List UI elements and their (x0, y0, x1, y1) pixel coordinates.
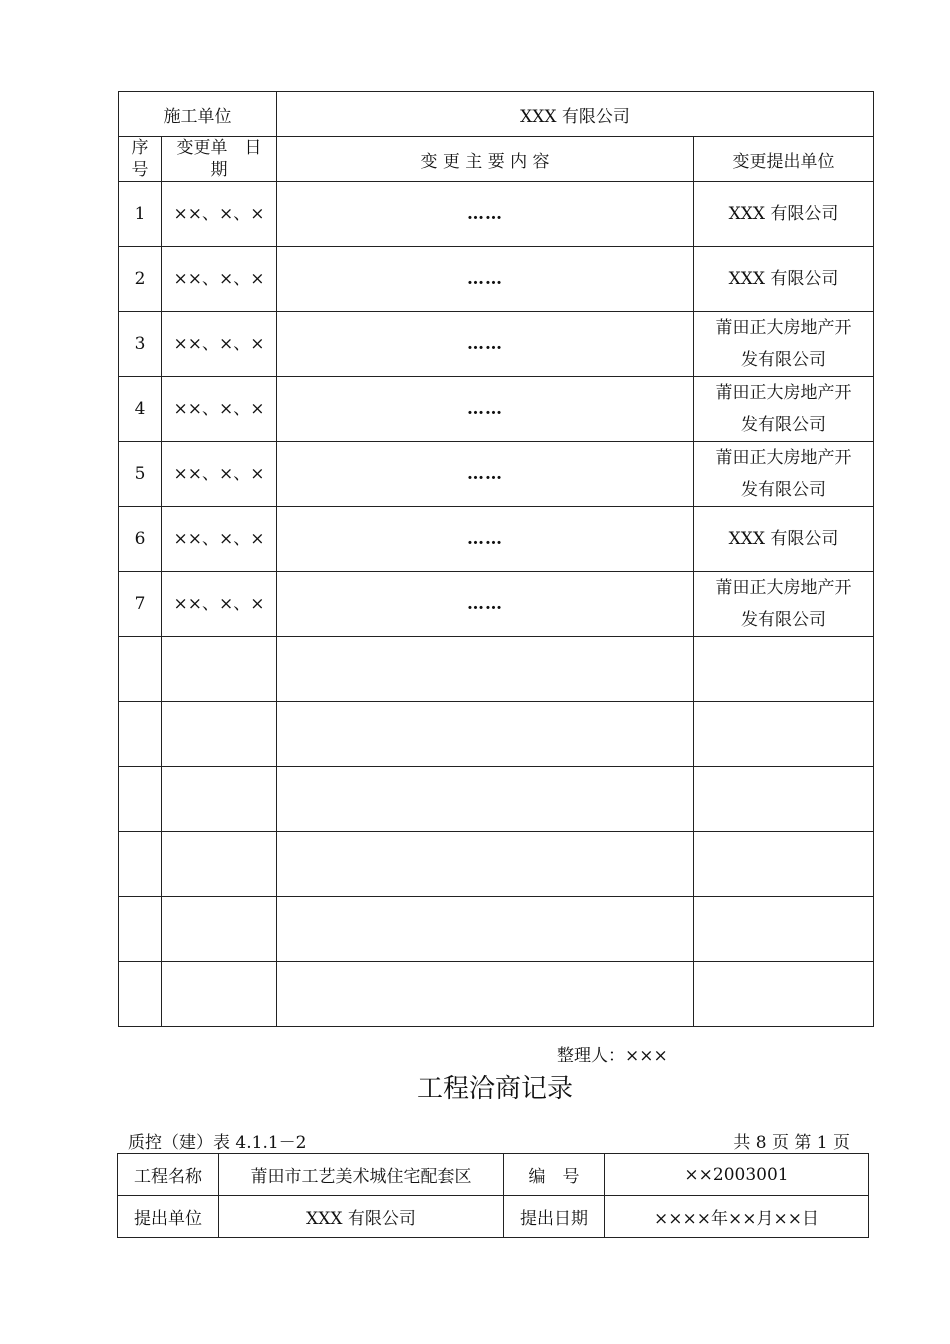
table-row (119, 507, 874, 572)
header-proposer: 变更提出单位 (694, 137, 874, 182)
table-row (119, 637, 874, 702)
table-row (119, 312, 874, 377)
row-date: ××、×、× (162, 377, 277, 442)
row-no (119, 897, 162, 962)
table-row (119, 182, 874, 247)
row-proposer: 莆田正大房地产开 发有限公司 (694, 312, 874, 377)
table-row (119, 247, 874, 312)
row-no: 7 (119, 572, 162, 637)
row-content: …… (277, 247, 694, 312)
project-name-value: 莆田市工艺美术城住宅配套区 (219, 1154, 504, 1196)
date-value: ××××年××月××日 (605, 1196, 869, 1238)
info-row-proposer (118, 1196, 869, 1238)
table-row (119, 377, 874, 442)
row-no: 1 (119, 182, 162, 247)
row-proposer: 莆田正大房地产开 发有限公司 (694, 572, 874, 637)
row-proposer: XXX 有限公司 (694, 247, 874, 312)
row-date (162, 897, 277, 962)
proposer-label: 提出单位 (118, 1196, 219, 1238)
date-label: 提出日期 (504, 1196, 605, 1238)
row-content (277, 637, 694, 702)
row-no: 2 (119, 247, 162, 312)
table-row (119, 962, 874, 1027)
row-proposer (694, 767, 874, 832)
negotiation-info-table (117, 1153, 869, 1238)
row-no: 4 (119, 377, 162, 442)
row-date (162, 637, 277, 702)
row-content (277, 702, 694, 767)
row-proposer: XXX 有限公司 (694, 507, 874, 572)
proposer-value: XXX 有限公司 (219, 1196, 504, 1238)
row-no (119, 962, 162, 1027)
row-date: ××、×、× (162, 507, 277, 572)
row-content: …… (277, 507, 694, 572)
row-content (277, 897, 694, 962)
data-rows (119, 182, 874, 1027)
table-row (119, 572, 874, 637)
row-content: …… (277, 377, 694, 442)
row-date (162, 702, 277, 767)
header-no-line1: 序 (131, 138, 149, 158)
row-no (119, 767, 162, 832)
row-proposer (694, 832, 874, 897)
row-date (162, 832, 277, 897)
row-proposer (694, 962, 874, 1027)
header-date-line2: 期 (210, 160, 228, 180)
row-date: ××、×、× (162, 442, 277, 507)
header-content: 变 更 主 要 内 容 (277, 137, 694, 182)
row-proposer: 莆田正大房地产开 发有限公司 (694, 442, 874, 507)
row-no: 6 (119, 507, 162, 572)
row-content: …… (277, 312, 694, 377)
row-date (162, 962, 277, 1027)
construction-unit-row (119, 92, 874, 137)
compiler: 整理人：××× (557, 1046, 668, 1066)
table-row (119, 832, 874, 897)
row-no (119, 832, 162, 897)
row-proposer (694, 637, 874, 702)
header-no-line2: 号 (131, 160, 149, 180)
info-row-project (118, 1154, 869, 1196)
row-content (277, 832, 694, 897)
row-proposer (694, 897, 874, 962)
table-row (119, 702, 874, 767)
construction-unit-value: XXX 有限公司 (277, 92, 874, 137)
header-date (162, 137, 277, 182)
column-header-row (119, 137, 874, 182)
table-row (119, 442, 874, 507)
row-date (162, 767, 277, 832)
page-title: 工程洽商记录 (416, 1074, 573, 1104)
row-proposer: XXX 有限公司 (694, 182, 874, 247)
construction-unit-label: 施工单位 (119, 92, 277, 137)
header-date-line1: 变更单 日 (176, 138, 262, 158)
row-content (277, 962, 694, 1027)
number-label: 编 号 (504, 1154, 605, 1196)
row-content (277, 767, 694, 832)
row-no (119, 637, 162, 702)
row-no: 3 (119, 312, 162, 377)
table-row (119, 897, 874, 962)
row-date: ××、×、× (162, 572, 277, 637)
table-row (119, 767, 874, 832)
row-content: …… (277, 442, 694, 507)
row-date: ××、×、× (162, 312, 277, 377)
form-code: 质控（建）表 4.1.1－2 (128, 1133, 307, 1153)
number-value: ××2003001 (605, 1154, 869, 1196)
row-no (119, 702, 162, 767)
row-content: …… (277, 572, 694, 637)
page-info: 共 8 页 第 1 页 (733, 1133, 850, 1153)
project-name-label: 工程名称 (118, 1154, 219, 1196)
change-record-table (118, 91, 874, 1027)
row-proposer (694, 702, 874, 767)
row-date: ××、×、× (162, 182, 277, 247)
row-no: 5 (119, 442, 162, 507)
header-no (119, 137, 162, 182)
row-content: …… (277, 182, 694, 247)
row-proposer: 莆田正大房地产开 发有限公司 (694, 377, 874, 442)
row-date: ××、×、× (162, 247, 277, 312)
